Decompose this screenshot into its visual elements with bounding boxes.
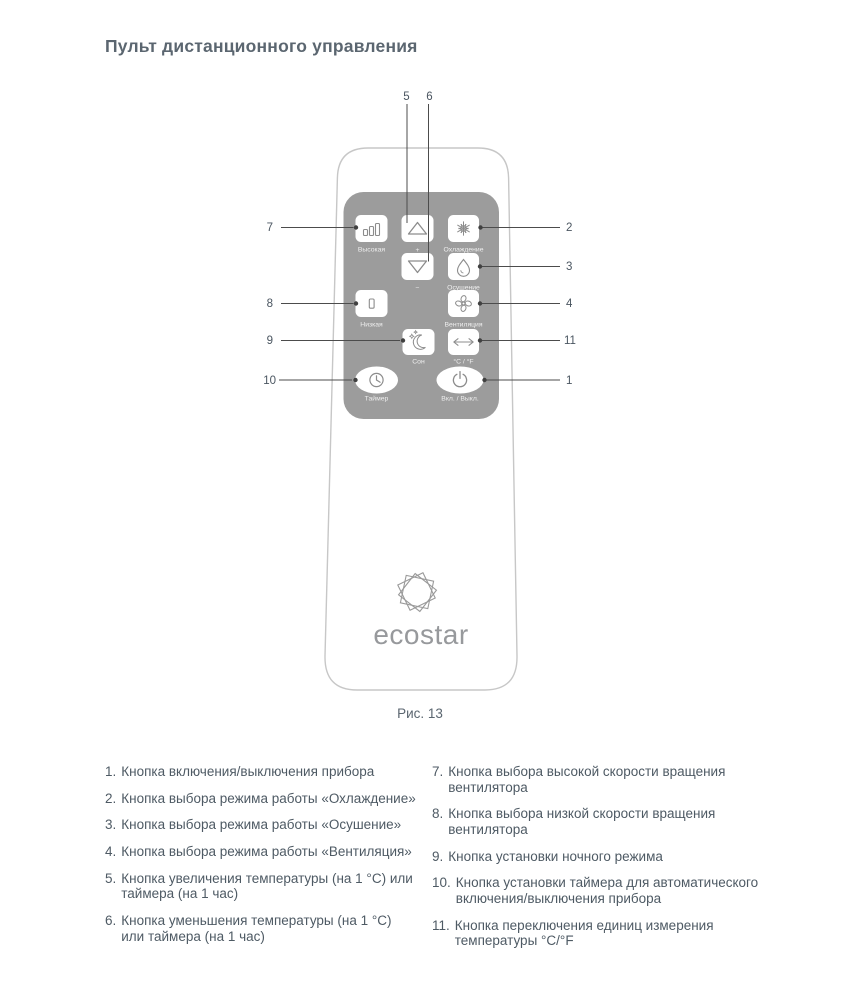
list-item-number: 4. <box>105 843 117 859</box>
list-item <box>105 764 422 780</box>
callout-number-10: 10 <box>263 375 276 387</box>
list-item-number: 6. <box>105 912 117 928</box>
legend <box>105 764 770 960</box>
list-item-text: Кнопка уменьшения температуры (на 1 °C) или таймера (на 1 час) <box>121 912 392 944</box>
list-item-text: Кнопка переключения единиц измерения температуры °C/°F <box>454 917 714 949</box>
label-dry: Осушение <box>447 284 480 292</box>
callout-number-1: 1 <box>566 375 573 387</box>
list-item <box>432 875 762 906</box>
legend-column-right <box>432 764 762 960</box>
list-item-number: 9. <box>432 848 444 864</box>
list-item-number: 11. <box>432 917 450 933</box>
label-fan: Вентиляция <box>444 321 483 329</box>
callout-number-9: 9 <box>266 335 273 347</box>
label-low: Низкая <box>360 321 383 329</box>
fan-speed-low-button <box>356 290 388 317</box>
callout-number-7: 7 <box>266 222 273 234</box>
list-item-number: 8. <box>432 806 444 822</box>
label-timer: Таймер <box>364 395 389 403</box>
label-unit: °C / °F <box>453 358 474 366</box>
power-button <box>437 367 484 394</box>
mode-cool-button <box>448 215 479 242</box>
list-item <box>105 913 422 944</box>
list-item-text: Кнопка выбора режима работы «Осушение» <box>121 817 402 833</box>
list-item <box>432 849 762 865</box>
list-item <box>105 817 422 833</box>
list-item-text: Кнопка установки таймера для автоматического включения/выключения прибора <box>455 875 759 906</box>
label-plus: + <box>415 247 420 254</box>
label-cool: Охлаждение <box>443 246 484 254</box>
remote-illustration <box>230 85 620 705</box>
callout-number-11: 11 <box>564 335 576 347</box>
callout-number-5: 5 <box>403 91 410 103</box>
list-item-text: Кнопка увеличения температуры (на 1 °C) или таймера (на 1 час) <box>121 870 413 902</box>
callout-number-6: 6 <box>426 91 433 103</box>
page-title: Пульт дистанционного управления <box>105 36 418 56</box>
list-item-number: 2. <box>105 790 117 806</box>
label-sleep: Сон <box>412 358 425 366</box>
legend-column-left <box>105 764 422 960</box>
fan-speed-high-button <box>356 215 388 242</box>
list-item-text: Кнопка выбора высокой скорости вращения вентилятора <box>448 764 726 795</box>
list-item-number: 10. <box>432 875 451 891</box>
mode-dry-button <box>448 253 479 280</box>
list-item-text: Кнопка выбора режима работы «Охлаждение» <box>121 790 416 806</box>
list-item <box>105 871 422 902</box>
unit-toggle-button <box>448 329 479 355</box>
list-item-text: Кнопка выбора режима работы «Вентиляция» <box>121 843 412 859</box>
list-item-number: 5. <box>105 870 117 886</box>
list-item <box>432 918 762 949</box>
callout-number-8: 8 <box>266 298 273 310</box>
list-item-number: 7. <box>432 764 444 779</box>
list-item <box>432 806 762 837</box>
brand-wordmark: ecostar <box>373 619 469 650</box>
label-high: Высокая <box>357 246 386 254</box>
mode-fan-button <box>448 290 479 317</box>
list-item <box>432 764 762 795</box>
figure-caption: Рис. 13 <box>397 706 443 721</box>
list-item-text: Кнопка установки ночного режима <box>448 848 663 864</box>
callout-number-4: 4 <box>566 298 573 310</box>
list-item-text: Кнопка выбора низкой скорости вращения вентилятора <box>448 806 716 837</box>
list-item-number: 3. <box>105 817 117 833</box>
sleep-button <box>403 329 435 355</box>
fan-speed-low-icon <box>369 299 374 308</box>
list-item-text: Кнопка включения/выключения прибора <box>121 764 375 779</box>
callout-number-3: 3 <box>566 261 573 273</box>
label-minus: − <box>415 285 420 292</box>
list-item <box>105 844 422 860</box>
callout-number-2: 2 <box>566 222 573 234</box>
list-item <box>105 791 422 807</box>
label-power: Вкл. / Выкл. <box>441 395 479 403</box>
timer-button <box>355 367 398 394</box>
list-item-number: 1. <box>105 764 117 779</box>
